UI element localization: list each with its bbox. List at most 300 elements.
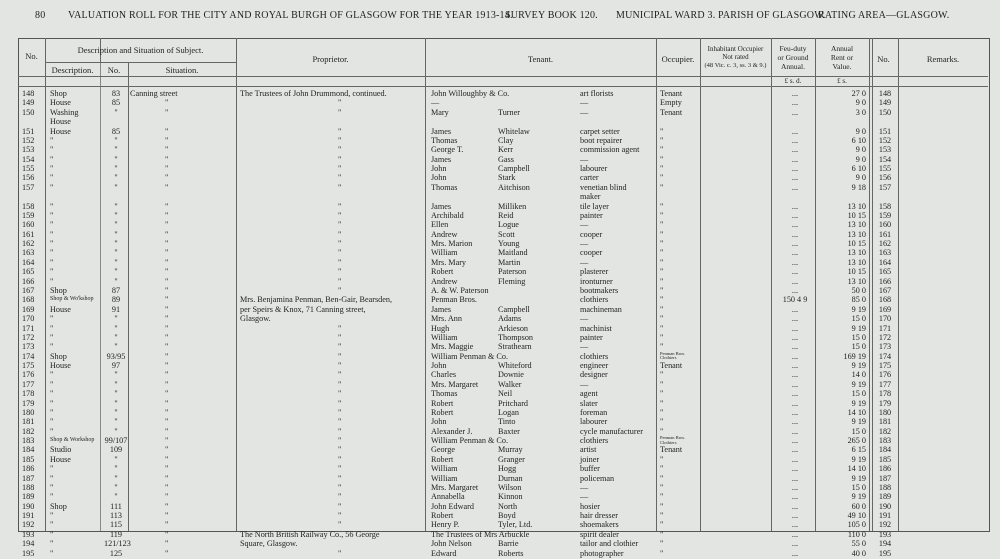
- table-row: [0, 155, 1000, 164]
- cell-proprietor: ": [338, 445, 342, 455]
- cell-number: ": [114, 135, 118, 145]
- cell-situation: ": [165, 464, 169, 474]
- cell-number: ": [114, 173, 118, 183]
- cell-no: 177: [22, 379, 35, 389]
- cell-no: 184: [22, 445, 35, 455]
- cell-proprietor: ": [338, 173, 342, 183]
- cell-tenant-last: Clay: [498, 135, 514, 145]
- cell-proprietor: ": [338, 323, 342, 333]
- cell-proprietor: ": [338, 285, 342, 295]
- cell-trade: slater: [580, 398, 598, 408]
- cell-feu: ...: [791, 304, 799, 314]
- cell-description: Shop: [50, 89, 67, 98]
- cell-no: 149: [22, 98, 35, 108]
- cell-tenant-first: Andrew: [431, 276, 458, 286]
- cell-number: 85: [111, 126, 121, 136]
- cell-description: Shop: [50, 501, 67, 511]
- table-row: [0, 295, 1000, 304]
- cell-description: ": [50, 511, 54, 521]
- cell-trade: —: [580, 154, 589, 164]
- cell-feu: ...: [791, 501, 799, 511]
- cell-trade: foreman: [580, 407, 608, 417]
- table-row: [0, 98, 1000, 107]
- table-row: [0, 370, 1000, 379]
- cell-number: ": [114, 454, 118, 464]
- cell-rent: 15 0: [851, 426, 866, 436]
- table-row: [0, 389, 1000, 398]
- table-row: [0, 483, 1000, 492]
- table-row: [0, 164, 1000, 173]
- cell-occupier: ": [660, 173, 664, 183]
- cell-no: 176: [22, 370, 35, 380]
- cell-proprietor: ": [338, 332, 342, 342]
- cell-no: 167: [22, 285, 35, 295]
- cell-number: 115: [110, 520, 122, 530]
- cell-rent: 6 10: [851, 164, 866, 174]
- cell-feu: ...: [791, 285, 799, 295]
- cell-trade: carter: [580, 173, 599, 183]
- cell-feu: ...: [791, 520, 799, 530]
- cell-tenant-first: John: [431, 417, 447, 427]
- cell-trade: —: [580, 257, 589, 267]
- cell-rent: 9 18: [851, 182, 866, 192]
- cell-occupier: ": [660, 389, 664, 399]
- cell-number: ": [114, 323, 118, 333]
- cell-proprietor: ": [338, 398, 342, 408]
- cell-description: ": [50, 145, 54, 155]
- cell-proprietor: ": [338, 154, 342, 164]
- table-row: [0, 324, 1000, 333]
- cell-occupier: ": [660, 145, 664, 155]
- cell-no2: 150: [878, 107, 892, 117]
- cell-description: ": [50, 229, 54, 239]
- cell-description: Studio: [50, 445, 72, 455]
- cell-description: ": [50, 323, 54, 333]
- cell-rent: 9 0: [855, 154, 866, 164]
- cell-number: ": [114, 398, 118, 408]
- cell-feu: ...: [791, 145, 799, 155]
- cell-tenant-last: Paterson: [498, 267, 527, 277]
- cell-no: 194: [22, 539, 35, 549]
- cell-occupier: ": [660, 201, 664, 211]
- cell-proprietor: ": [338, 520, 342, 530]
- cell-no: 188: [22, 482, 35, 492]
- table-row: [0, 127, 1000, 136]
- cell-no2: 187: [878, 473, 892, 483]
- cell-feu: ...: [791, 267, 799, 277]
- cell-no2: 151: [878, 126, 892, 136]
- cell-no: 171: [22, 323, 35, 333]
- cell-tenant-last: Walker: [498, 379, 522, 389]
- table-row: [0, 108, 1000, 117]
- cell-tenant-last: North: [498, 501, 518, 511]
- cell-proprietor: ": [338, 370, 342, 380]
- cell-occupier: ": [660, 511, 664, 521]
- cell-tenant-first: William Penman & Co.: [431, 351, 508, 361]
- cell-feu: ...: [791, 454, 799, 464]
- cell-tenant-first: Mary: [431, 107, 449, 117]
- col-tenant: Tenant.: [527, 54, 554, 64]
- cell-no2: 154: [878, 154, 892, 164]
- cell-rent: 9 0: [855, 145, 866, 155]
- cell-rent: 110 0: [847, 529, 866, 539]
- cell-no2: 193: [878, 529, 892, 539]
- cell-feu: ...: [791, 173, 799, 183]
- cell-no: 175: [22, 361, 35, 371]
- table-row: [0, 183, 1000, 192]
- cell-rent: 9 0: [855, 173, 866, 183]
- cell-tenant-last: Strathearn: [498, 342, 532, 352]
- cell-no: 172: [22, 332, 35, 342]
- cell-description: ": [50, 398, 54, 408]
- cell-rent: 40 0: [851, 548, 866, 558]
- cell-occupier: ": [660, 417, 664, 427]
- cell-proprietor: ": [338, 548, 342, 558]
- cell-situation: ": [165, 529, 169, 539]
- cell-occupier: ": [660, 398, 664, 408]
- cell-situation: ": [165, 182, 169, 192]
- cell-occupier: ": [660, 154, 664, 164]
- cell-no: 179: [22, 398, 35, 408]
- cell-rent: 10 15: [847, 239, 866, 249]
- cell-tenant-first: The Trustees of Mrs Arbuckle: [431, 529, 530, 539]
- cell-proprietor: ": [338, 145, 342, 155]
- cell-description: ": [50, 379, 54, 389]
- cell-rent: 13 10: [847, 276, 866, 286]
- cell-situation: ": [165, 164, 169, 174]
- cell-tenant-first: George T.: [431, 145, 464, 155]
- cell-rent: 3 0: [855, 107, 866, 117]
- col-desc-situation: Description and Situation of Subject.: [77, 45, 204, 55]
- cell-tenant-first: William: [431, 473, 458, 483]
- table-row: [0, 333, 1000, 342]
- cell-number: 91: [111, 304, 121, 314]
- cell-description: ": [50, 210, 54, 220]
- cell-situation: ": [165, 210, 169, 220]
- col-rent-1: Annual: [830, 44, 854, 53]
- cell-description: ": [50, 473, 54, 483]
- table-row: [0, 408, 1000, 417]
- cell-feu: ...: [791, 398, 799, 408]
- cell-tenant-first: Mrs. Maggie: [431, 342, 474, 352]
- table-row: [0, 136, 1000, 145]
- cell-rent: 14 10: [847, 464, 866, 474]
- cell-trade: machineman: [580, 304, 622, 314]
- cell-tenant-first: Archibald: [431, 210, 464, 220]
- cell-rent: 9 19: [851, 492, 866, 502]
- cell-tenant-first: Thomas: [431, 182, 458, 192]
- page-number: 80: [35, 10, 46, 21]
- cell-number: ": [114, 220, 118, 230]
- cell-occupier: ": [660, 248, 664, 258]
- cell-tenant-first: A. & W. Paterson: [431, 285, 489, 295]
- cell-description: House: [50, 98, 71, 108]
- cell-occupier: ": [660, 126, 664, 136]
- table-row: [0, 89, 1000, 98]
- cell-no: 156: [22, 173, 35, 183]
- cell-tenant-last: Hogg: [498, 464, 517, 474]
- cell-number: 121/123: [104, 539, 131, 549]
- cell-rent: 9 19: [851, 379, 866, 389]
- cell-no2: 168: [878, 295, 892, 305]
- cell-trade: —: [580, 220, 589, 230]
- cell-situation: ": [165, 267, 169, 277]
- cell-rent: 14 10: [847, 407, 866, 417]
- cell-situation: ": [165, 511, 169, 521]
- table-row: [0, 399, 1000, 408]
- cell-proprietor: ": [338, 210, 342, 220]
- cell-no: 173: [22, 342, 35, 352]
- cell-rent: 13 10: [847, 229, 866, 239]
- rating-area: RATING AREA—GLASGOW.: [818, 10, 950, 21]
- cell-no2: 174: [878, 351, 892, 361]
- cell-no: 178: [22, 389, 35, 399]
- cell-number: ": [114, 332, 118, 342]
- cell-situation: ": [165, 323, 169, 333]
- cell-number: ": [114, 239, 118, 249]
- cell-situation: ": [165, 332, 169, 342]
- cell-description: Shop: [50, 285, 67, 295]
- cell-trade: —: [580, 98, 589, 108]
- cell-tenant-last: Tyler, Ltd.: [498, 520, 533, 530]
- cell-tenant-first: James: [431, 126, 452, 136]
- cell-rent: 9 0: [855, 98, 866, 108]
- cell-tenant-first: —: [431, 98, 440, 108]
- cell-no: 160: [22, 220, 35, 230]
- cell-feu: ...: [791, 98, 799, 108]
- cell-no2: 177: [878, 379, 892, 389]
- col-no: No.: [25, 51, 38, 61]
- cell-tenant-first: Thomas: [431, 135, 458, 145]
- cell-number: ": [114, 407, 118, 417]
- cell-description: ": [50, 426, 54, 436]
- cell-proprietor: ": [338, 164, 342, 174]
- cell-rent: 105 0: [847, 520, 866, 530]
- cell-description: House: [50, 117, 71, 127]
- cell-no: 186: [22, 464, 35, 474]
- cell-rent: 60 0: [851, 501, 866, 511]
- cell-occupier: ": [660, 520, 664, 530]
- cell-tenant-last: Arkieson: [498, 323, 529, 333]
- cell-situation: ": [165, 145, 169, 155]
- table-row: [0, 549, 1000, 558]
- cell-situation: ": [165, 445, 169, 455]
- cell-situation: ": [165, 201, 169, 211]
- cell-occupier: ": [660, 295, 664, 305]
- cell-tenant-first: Henry P.: [431, 520, 460, 530]
- cell-description: ": [50, 539, 54, 549]
- cell-no2: 149: [878, 98, 892, 108]
- cell-tenant-first: Hugh: [431, 323, 450, 333]
- cell-no2: 185: [878, 454, 892, 464]
- cell-proprietor: ": [338, 276, 342, 286]
- cell-no2: 171: [878, 323, 892, 333]
- cell-situation: ": [165, 239, 169, 249]
- cell-no2: 159: [878, 210, 892, 220]
- cell-tenant-last: Durnan: [498, 473, 523, 483]
- cell-proprietor: ": [338, 201, 342, 211]
- cell-trade: ironturner: [580, 276, 613, 286]
- cell-trade: carpet setter: [580, 126, 620, 136]
- table-row: [0, 258, 1000, 267]
- cell-rent: 85 0: [851, 295, 866, 305]
- rent-units: £ s.: [837, 77, 847, 85]
- cell-number: ": [114, 473, 118, 483]
- cell-feu: ...: [791, 436, 799, 446]
- cell-trade: joiner: [580, 454, 600, 464]
- cell-number: 125: [109, 548, 123, 558]
- cell-tenant-first: Mrs. Ann: [431, 314, 462, 324]
- cell-no: 161: [22, 229, 35, 239]
- cell-tenant-last: Campbell: [498, 304, 530, 314]
- cell-feu: ...: [791, 257, 799, 267]
- cell-situation: ": [165, 135, 169, 145]
- cell-number: ": [114, 492, 118, 502]
- cell-no2: 180: [878, 407, 892, 417]
- cell-proprietor: ": [338, 454, 342, 464]
- table-row: [0, 202, 1000, 211]
- cell-rent: 49 10: [847, 511, 866, 521]
- table-row: [0, 361, 1000, 370]
- cell-number: ": [114, 107, 118, 117]
- cell-no: 191: [22, 511, 35, 521]
- cell-feu: ...: [791, 351, 799, 361]
- cell-feu: ...: [791, 370, 799, 380]
- cell-tenant-last: Murray: [498, 445, 523, 455]
- cell-tenant-first: James: [431, 154, 452, 164]
- cell-tenant-last: Roberts: [498, 548, 524, 558]
- cell-tenant-last: Tinto: [498, 417, 516, 427]
- cell-occupier: ": [660, 529, 664, 539]
- cell-number: 111: [110, 501, 122, 511]
- cell-feu: ...: [791, 239, 799, 249]
- cell-trade: —: [580, 379, 589, 389]
- cell-no: 192: [22, 520, 35, 530]
- table-row: [0, 502, 1000, 511]
- cell-feu: ...: [791, 464, 799, 474]
- cell-no2: 167: [878, 285, 892, 295]
- cell-trade: cooper: [580, 229, 603, 239]
- cell-tenant-last: Whitelaw: [498, 126, 530, 136]
- cell-no2: 195: [878, 548, 892, 558]
- cell-no: 151: [22, 126, 35, 136]
- cell-trade: —: [580, 482, 589, 492]
- cell-number: ": [114, 229, 118, 239]
- cell-feu: ...: [791, 342, 799, 352]
- cell-situation: ": [165, 314, 169, 324]
- cell-no2: 182: [878, 426, 892, 436]
- cell-tenant-first: Ellen: [431, 220, 449, 230]
- cell-tenant-first: Robert: [431, 454, 454, 464]
- cell-trade: bootmakers: [580, 285, 619, 295]
- cell-no2: 175: [878, 361, 892, 371]
- cell-proprietor: ": [338, 464, 342, 474]
- cell-trade: painter: [580, 332, 603, 342]
- cell-tenant-last: Barrie: [498, 539, 519, 549]
- cell-tenant-last: Thompson: [498, 332, 534, 342]
- cell-proprietor: ": [338, 107, 342, 117]
- cell-trade: machinist: [580, 323, 612, 333]
- cell-situation: ": [165, 276, 169, 286]
- table-row: [0, 220, 1000, 229]
- cell-description: ": [50, 529, 54, 539]
- cell-trade: clothiers: [580, 436, 609, 446]
- cell-occupier: ": [660, 464, 664, 474]
- cell-no: 158: [22, 201, 35, 211]
- cell-tenant-last: Whiteford: [498, 361, 532, 371]
- cell-rent: 6 10: [851, 135, 866, 145]
- cell-situation: ": [165, 370, 169, 380]
- cell-situation: ": [165, 482, 169, 492]
- cell-occupier: ": [660, 332, 664, 342]
- table-row: [0, 352, 1000, 361]
- cell-occupier: ": [660, 314, 664, 324]
- cell-description: House: [50, 126, 71, 136]
- cell-tenant-last: Campbell: [498, 164, 530, 174]
- cell-description: ": [50, 220, 54, 230]
- cell-proprietor: Square, Glasgow.: [240, 539, 298, 549]
- cell-no2: 190: [878, 501, 892, 511]
- cell-rent: 14 0: [851, 370, 866, 380]
- cell-trade: —: [580, 314, 589, 324]
- col-feu-1: Feu-duty: [779, 44, 807, 53]
- cell-feu: ...: [791, 107, 799, 117]
- col-occupier: Occupier.: [661, 54, 695, 64]
- cell-occupier: Penman Bros. Clothiers: [660, 435, 686, 445]
- cell-trade: —: [580, 492, 589, 502]
- cell-number: ": [114, 154, 118, 164]
- cell-situation: ": [165, 389, 169, 399]
- cell-rent: 10 15: [847, 210, 866, 220]
- cell-number: ": [114, 482, 118, 492]
- cell-description: ": [50, 201, 54, 211]
- cell-feu: ...: [791, 126, 799, 136]
- cell-feu: ...: [791, 248, 799, 258]
- cell-tenant-last: Aitchison: [498, 182, 530, 192]
- cell-number: 97: [111, 361, 121, 371]
- cell-no: 193: [22, 529, 35, 539]
- cell-number: 113: [110, 511, 122, 521]
- cell-rent: 15 0: [851, 332, 866, 342]
- table-row: [0, 192, 1000, 201]
- cell-proprietor: ": [338, 229, 342, 239]
- col-rent-3: Value.: [832, 62, 852, 71]
- page-title: VALUATION ROLL FOR THE CITY AND ROYAL BURGH OF GLASGOW FOR THE YEAR 1913-14.: [68, 10, 513, 21]
- cell-occupier: ": [660, 267, 664, 277]
- cell-rent: 9 19: [851, 304, 866, 314]
- table-row: [0, 539, 1000, 548]
- cell-number: ": [114, 389, 118, 399]
- cell-tenant-first: John: [431, 173, 447, 183]
- cell-description: ": [50, 173, 54, 183]
- cell-trade: —: [580, 342, 589, 352]
- cell-no: 159: [22, 210, 35, 220]
- cell-tenant-first: Charles: [431, 370, 457, 380]
- cell-feu: ...: [791, 154, 799, 164]
- cell-no2: 188: [878, 482, 892, 492]
- cell-situation: ": [165, 407, 169, 417]
- cell-trade: spirit dealer: [580, 529, 619, 539]
- cell-no2: 170: [878, 314, 892, 324]
- cell-situation: ": [165, 492, 169, 502]
- cell-no: 153: [22, 145, 35, 155]
- cell-tenant-last: Baxter: [498, 426, 520, 436]
- cell-rent: 6 15: [851, 445, 866, 455]
- cell-occupier: ": [660, 482, 664, 492]
- cell-description: ": [50, 332, 54, 342]
- cell-occupier: ": [660, 454, 664, 464]
- cell-tenant-first: Mrs. Mary: [431, 257, 467, 267]
